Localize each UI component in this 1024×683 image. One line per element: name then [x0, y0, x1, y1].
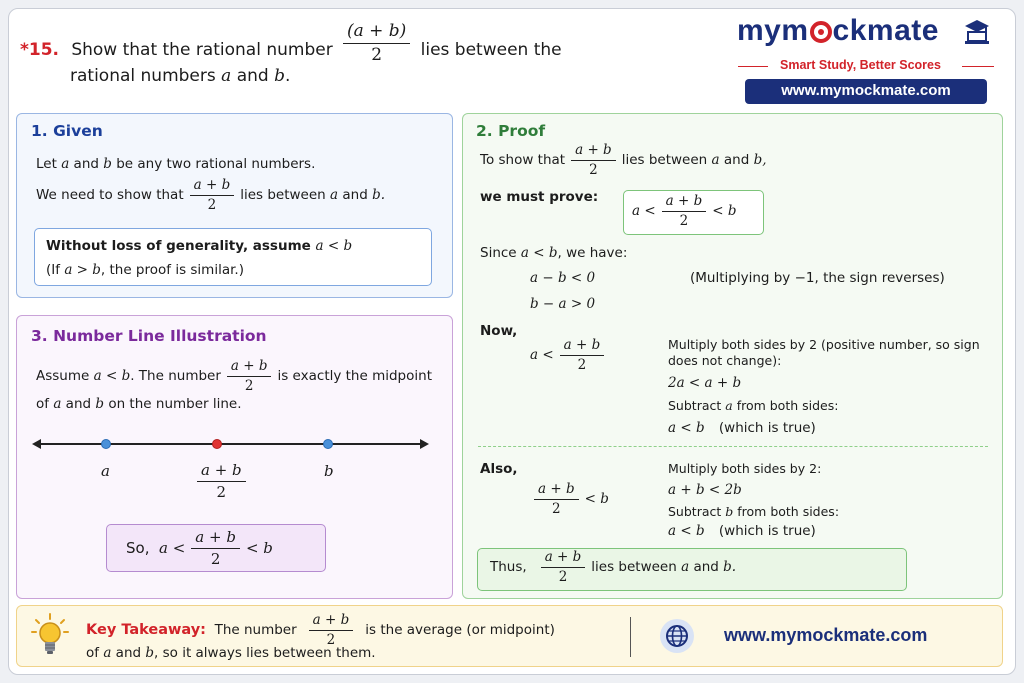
proof-divider	[478, 446, 988, 447]
label-a: a	[101, 462, 110, 480]
question-line-1: *15. Show that the rational number $\frac{(a + b)}{2}$ lies between the	[20, 21, 562, 65]
question-line-2: rational numbers a and b.	[70, 66, 291, 86]
lightbulb-icon	[30, 612, 70, 660]
tagline-rule-right	[962, 66, 994, 67]
thus-statement: Thus, $\frac{a + b}{2}$ lies between a and b.	[490, 549, 737, 585]
number-line-text-1: Assume a < b . The number $\frac{a + b}{2}$ is exactly the midpoint	[36, 358, 432, 394]
also-step-4: a < b (which is true)	[668, 523, 816, 539]
also-inequality: $\frac{a + b}{2}$ < b	[528, 482, 609, 517]
now-label: Now,	[480, 323, 518, 339]
given-line-2: We need to show that $\frac{a + b}{2}$ lies between a and b.	[36, 177, 386, 213]
question-fraction: $\frac{(a + b)}{2}$	[343, 22, 410, 64]
tagline-rule-left	[738, 66, 768, 67]
takeaway-line-1: Key Takeaway: The number $\frac{a + b}{2}$ is the average (or midpoint)	[86, 612, 555, 648]
inequality-1: a − b < 0	[530, 270, 596, 286]
now-step-4: a < b (which is true)	[668, 420, 816, 436]
proof-title: 2. Proof	[476, 122, 546, 140]
arrow-left-icon	[32, 439, 41, 449]
number-line-axis	[36, 443, 424, 445]
question-number: *15.	[20, 40, 60, 61]
given-title: 1. Given	[31, 122, 103, 140]
label-b: b	[324, 462, 334, 480]
given-fraction: $\frac{a + b}{2}$	[190, 178, 235, 213]
now-step-3: Subtract a from both sides:	[668, 398, 839, 413]
given-line-1: Let a and b be any two rational numbers.	[36, 156, 316, 172]
since-line: Since a < b, we have:	[480, 245, 628, 261]
also-label: Also,	[480, 461, 518, 477]
brand-tagline: Smart Study, Better Scores	[780, 58, 941, 72]
number-line-text-2: of a and b on the number line.	[36, 396, 242, 412]
inequality-1-note: (Multiplying by −1, the sign reverses)	[690, 270, 945, 286]
conclusion-text: So, a < $\frac{a + b}{2}$ < b	[126, 528, 273, 568]
also-step-3: Subtract b from both sides:	[668, 504, 840, 519]
number-line-title: 3. Number Line Illustration	[31, 327, 267, 345]
point-b	[323, 439, 333, 449]
assumption-note: (If a > b, the proof is similar.)	[46, 262, 244, 278]
now-step-2: 2a < a + b	[668, 375, 742, 391]
brand-logo: mym ckmate	[737, 14, 939, 47]
brand-url-link[interactable]: www.mymockmate.com	[745, 79, 987, 104]
also-step-1: Multiply both sides by 2:	[668, 461, 822, 476]
footer-url-link[interactable]: www.mymockmate.com	[724, 625, 928, 645]
also-step-2: a + b < 2b	[668, 482, 742, 498]
takeaway-divider	[630, 617, 631, 657]
prove-statement: a < $\frac{a + b}{2}$ < b	[632, 193, 737, 229]
now-step-1: Multiply both sides by 2 (positive number, so sign does not change):	[668, 337, 980, 368]
takeaway-line-2: of a and b, so it always lies between them.	[86, 645, 376, 661]
target-icon	[810, 21, 832, 43]
proof-goal: To show that $\frac{a + b}{2}$ lies between a and b,	[480, 142, 767, 178]
now-inequality: a < $\frac{a + b}{2}$	[530, 338, 610, 373]
label-midpoint: $\frac{a + b}{2}$	[191, 462, 252, 500]
inequality-2: b − a > 0	[530, 296, 596, 312]
point-midpoint	[212, 439, 222, 449]
point-a	[101, 439, 111, 449]
arrow-right-icon	[420, 439, 429, 449]
number-line-fraction: $\frac{a + b}{2}$	[227, 359, 272, 394]
must-prove-label: we must prove:	[480, 189, 599, 205]
graduation-laptop-icon	[963, 18, 991, 46]
globe-icon	[660, 619, 694, 653]
question-text: Show that the rational number	[71, 40, 333, 61]
assumption-text: Without loss of generality, assume a < b	[46, 238, 353, 254]
